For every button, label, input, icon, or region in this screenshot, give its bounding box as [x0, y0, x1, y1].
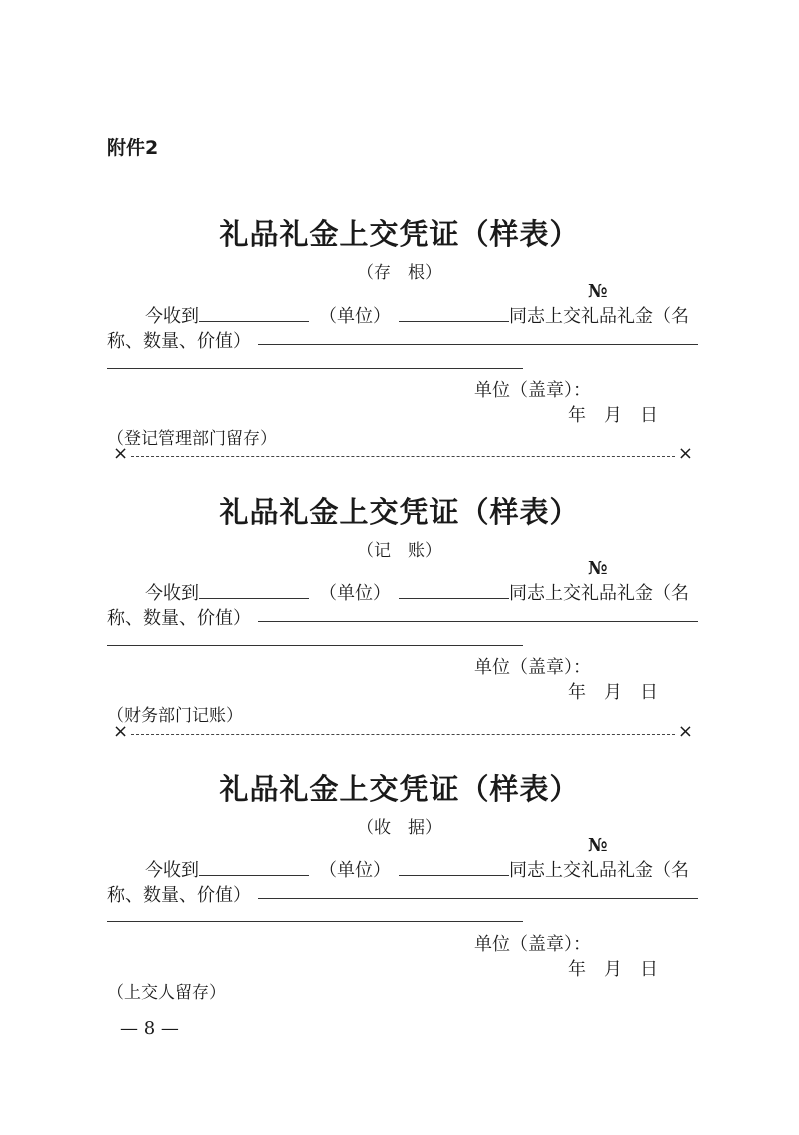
detail-label: 称、数量、价值）	[107, 608, 251, 629]
date-label: 年 月 日	[568, 959, 658, 980]
detail-line	[107, 881, 251, 907]
detail-field-continued[interactable]	[107, 645, 523, 646]
cut-line	[113, 443, 693, 465]
comrade-label: 同志上交礼品礼金（名	[509, 860, 689, 881]
unit-label: （单位）	[319, 306, 391, 327]
comrade-label: 同志上交礼品礼金（名	[509, 583, 689, 604]
unit-name-field[interactable]	[199, 584, 309, 599]
received-line	[145, 579, 689, 605]
comrade-label: 同志上交礼品礼金（名	[509, 306, 689, 327]
detail-label: 称、数量、价值）	[107, 331, 251, 352]
form-title: 礼品礼金上交凭证（样表）	[219, 495, 580, 529]
detail-field[interactable]	[258, 344, 698, 345]
detail-field-continued[interactable]	[107, 921, 523, 922]
serial-number-label: №	[588, 281, 608, 302]
comrade-name-field[interactable]	[399, 861, 509, 876]
detail-field[interactable]	[258, 621, 698, 622]
detail-label: 称、数量、价值）	[107, 885, 251, 906]
date-label: 年 月 日	[568, 405, 658, 426]
unit-label: （单位）	[319, 860, 391, 881]
received-label: 今收到	[145, 860, 199, 881]
signature-label: 单位（盖章）：	[474, 380, 591, 401]
detail-line	[107, 327, 251, 353]
form-title: 礼品礼金上交凭证（样表）	[219, 217, 580, 251]
detail-line	[107, 604, 251, 630]
form-subtitle: （收 据）	[357, 818, 442, 838]
received-label: 今收到	[145, 306, 199, 327]
comrade-name-field[interactable]	[399, 584, 509, 599]
unit-name-field[interactable]	[199, 307, 309, 322]
received-line	[145, 302, 689, 328]
cut-mark-right: ×	[677, 721, 693, 742]
attachment-label: 附件2	[107, 137, 159, 159]
received-line	[145, 856, 689, 882]
serial-number-label: №	[588, 558, 608, 579]
date-label: 年 月 日	[568, 682, 658, 703]
cut-mark-right: ×	[677, 443, 693, 464]
form-subtitle: （记 账）	[357, 541, 442, 561]
comrade-name-field[interactable]	[399, 307, 509, 322]
signature-label: 单位（盖章）：	[474, 657, 591, 678]
cut-mark-left: ×	[113, 721, 129, 742]
cut-line	[113, 721, 693, 743]
page-number: — 8 —	[120, 1018, 179, 1039]
retention-note: （上交人留存）	[107, 983, 226, 1003]
form-subtitle: （存 根）	[357, 263, 442, 283]
cut-mark-left: ×	[113, 443, 129, 464]
retention-note: （财务部门记账）	[107, 706, 243, 726]
detail-field[interactable]	[258, 898, 698, 899]
retention-note: （登记管理部门留存）	[107, 429, 277, 449]
dashed-separator	[131, 734, 675, 735]
unit-label: （单位）	[319, 583, 391, 604]
detail-field-continued[interactable]	[107, 368, 523, 369]
received-label: 今收到	[145, 583, 199, 604]
serial-number-label: №	[588, 835, 608, 856]
signature-label: 单位（盖章）：	[474, 934, 591, 955]
unit-name-field[interactable]	[199, 861, 309, 876]
dashed-separator	[131, 456, 675, 457]
form-title: 礼品礼金上交凭证（样表）	[219, 772, 580, 806]
